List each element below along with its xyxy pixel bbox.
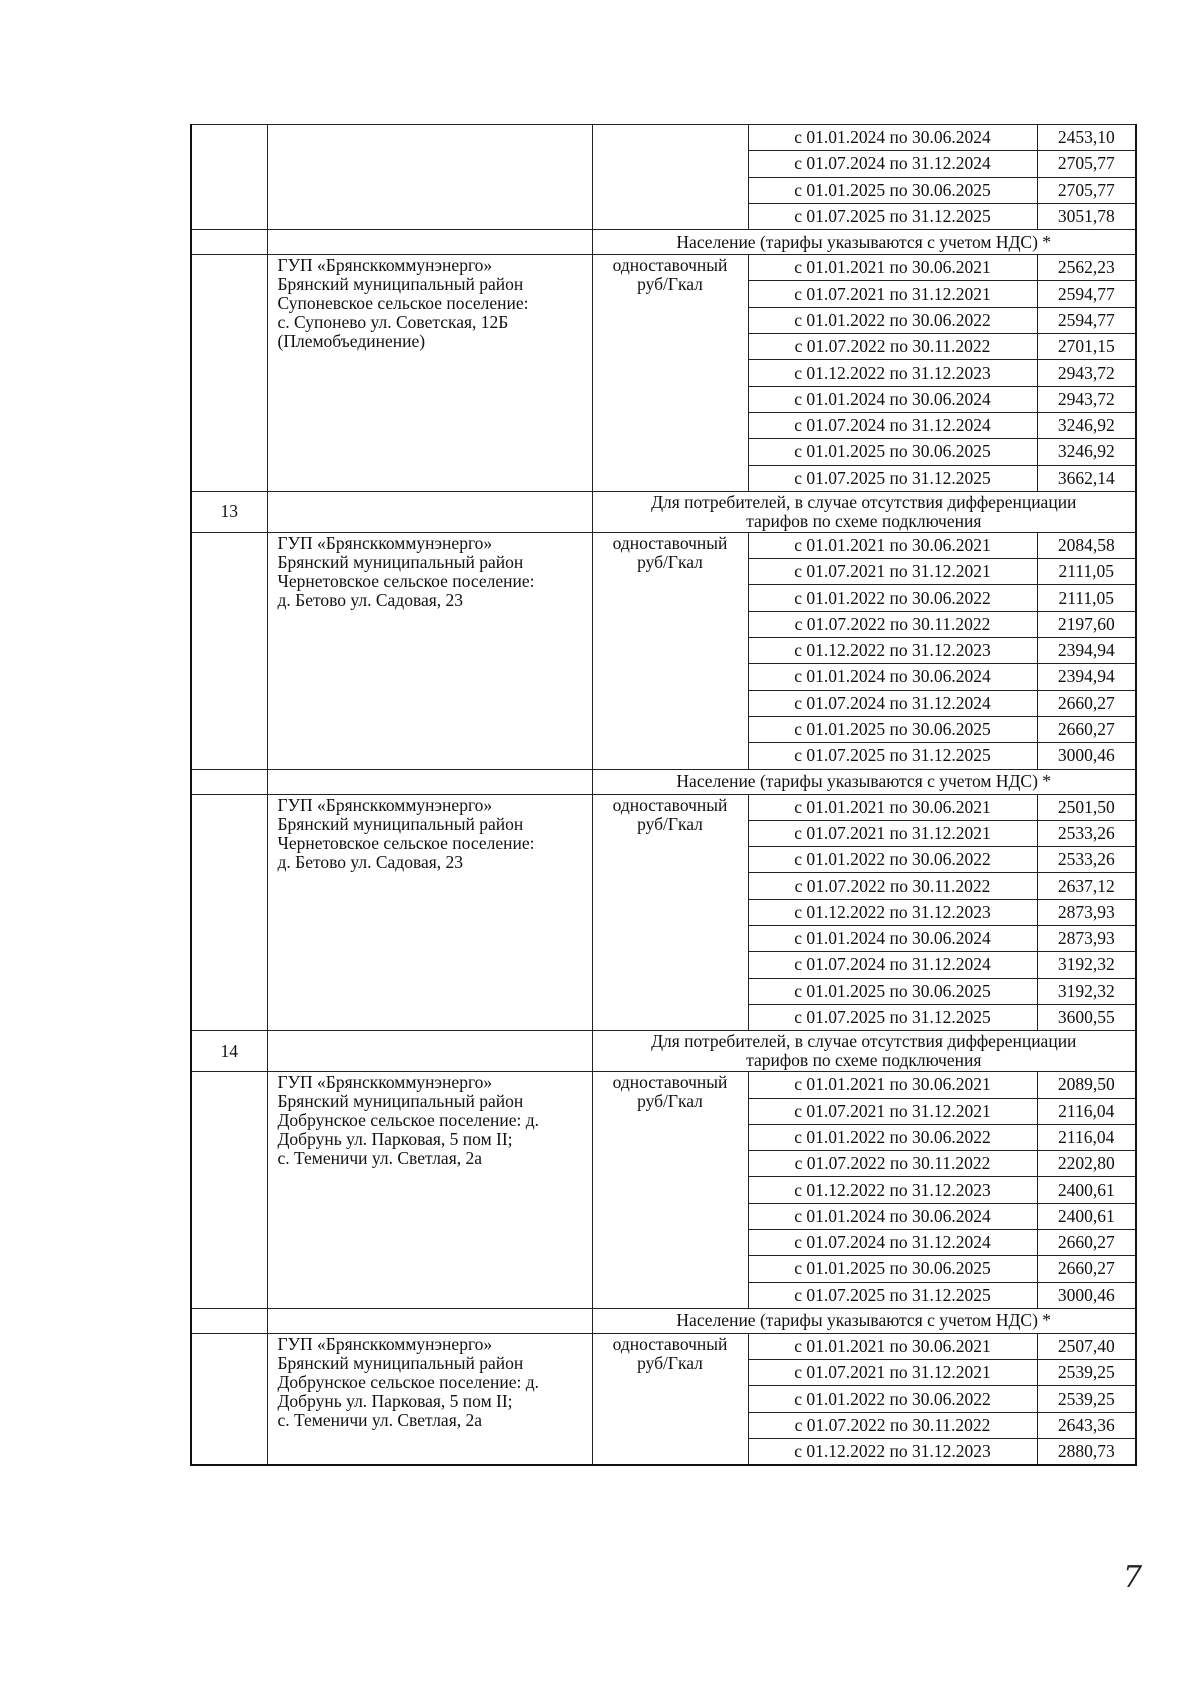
period-cell: с 01.07.2021 по 31.12.2021 (748, 1360, 1037, 1386)
tariff-type-cell: одноставочный руб/Гкал (592, 532, 748, 769)
tariff-value-cell: 2111,05 (1037, 585, 1136, 611)
document-page (190, 124, 1135, 1466)
tariff-value-cell: 2701,15 (1037, 334, 1136, 360)
tariff-value-cell: 2705,77 (1037, 177, 1136, 203)
tariff-value-cell: 2660,27 (1037, 690, 1136, 716)
tariff-type-cell: одноставочный руб/Гкал (592, 1333, 748, 1465)
tariff-type-cell: одноставочный руб/Гкал (592, 794, 748, 1031)
period-cell: с 01.01.2021 по 30.06.2021 (748, 794, 1037, 820)
section-header: Население (тарифы указываются с учетом НДС) * (592, 230, 1136, 255)
tariff-value-cell: 2501,50 (1037, 794, 1136, 820)
tariff-value-cell: 3051,78 (1037, 203, 1136, 229)
tariff-value-cell: 2943,72 (1037, 386, 1136, 412)
period-cell: с 01.01.2025 по 30.06.2025 (748, 177, 1037, 203)
tariff-value-cell: 2539,25 (1037, 1360, 1136, 1386)
table-row (191, 125, 1136, 151)
period-cell: с 01.01.2022 по 30.06.2022 (748, 847, 1037, 873)
period-cell: с 01.07.2025 по 31.12.2025 (748, 465, 1037, 491)
tariff-value-cell: 3000,46 (1037, 1282, 1136, 1308)
period-cell: с 01.07.2024 по 31.12.2024 (748, 1229, 1037, 1255)
empty-cell (267, 1308, 592, 1333)
period-cell: с 01.01.2024 по 30.06.2024 (748, 386, 1037, 412)
period-cell: с 01.01.2022 по 30.06.2022 (748, 585, 1037, 611)
period-cell: с 01.01.2021 по 30.06.2021 (748, 255, 1037, 281)
period-cell: с 01.12.2022 по 31.12.2023 (748, 638, 1037, 664)
tariff-value-cell: 2400,61 (1037, 1177, 1136, 1203)
tariff-table-body (191, 125, 1136, 1466)
period-cell: с 01.01.2024 по 30.06.2024 (748, 1203, 1037, 1229)
tariff-value-cell: 3000,46 (1037, 743, 1136, 769)
tariff-value-cell: 3246,92 (1037, 439, 1136, 465)
section-header-row (191, 230, 1136, 255)
period-cell: с 01.01.2021 по 30.06.2021 (748, 532, 1037, 558)
tariff-value-cell: 2594,77 (1037, 281, 1136, 307)
tariff-value-cell: 3600,55 (1037, 1004, 1136, 1030)
period-cell: с 01.12.2022 по 31.12.2023 (748, 1439, 1037, 1466)
row-number-cell (191, 230, 267, 255)
tariff-value-cell: 2533,26 (1037, 820, 1136, 846)
tariff-table (190, 124, 1137, 1466)
period-cell: с 01.01.2025 по 30.06.2025 (748, 978, 1037, 1004)
page-number: 7 (1123, 1560, 1143, 1595)
row-number-cell (191, 125, 267, 230)
tariff-value-cell: 2394,94 (1037, 638, 1136, 664)
tariff-value-cell: 2660,27 (1037, 1229, 1136, 1255)
section-header-row (191, 1308, 1136, 1333)
period-cell: с 01.01.2025 по 30.06.2025 (748, 439, 1037, 465)
tariff-value-cell: 3192,32 (1037, 952, 1136, 978)
row-number-cell (191, 1072, 267, 1309)
period-cell: с 01.01.2024 по 30.06.2024 (748, 125, 1037, 151)
period-cell: с 01.07.2024 по 31.12.2024 (748, 151, 1037, 177)
period-cell: с 01.07.2022 по 30.11.2022 (748, 1412, 1037, 1438)
tariff-value-cell: 2539,25 (1037, 1386, 1136, 1412)
organization-cell: ГУП «Брянсккоммунэнерго» Брянский муниципальный район Супоневское сельское поселение: с. Супонево ул. Советская, 12Б (Племобъединение) (267, 255, 592, 492)
tariff-value-cell: 2111,05 (1037, 559, 1136, 585)
period-cell: с 01.07.2021 по 31.12.2021 (748, 1098, 1037, 1124)
tariff-value-cell: 2394,94 (1037, 664, 1136, 690)
table-row (191, 532, 1136, 558)
period-cell: с 01.07.2025 по 31.12.2025 (748, 743, 1037, 769)
tariff-value-cell: 2202,80 (1037, 1151, 1136, 1177)
row-number-cell (191, 794, 267, 1031)
period-cell: с 01.01.2024 по 30.06.2024 (748, 926, 1037, 952)
period-cell: с 01.07.2021 по 31.12.2021 (748, 820, 1037, 846)
period-cell: с 01.12.2022 по 31.12.2023 (748, 360, 1037, 386)
period-cell: с 01.01.2025 по 30.06.2025 (748, 716, 1037, 742)
table-row (191, 794, 1136, 820)
row-number-cell (191, 769, 267, 794)
period-cell: с 01.01.2021 по 30.06.2021 (748, 1333, 1037, 1359)
tariff-value-cell: 2873,93 (1037, 926, 1136, 952)
period-cell: с 01.07.2022 по 30.11.2022 (748, 873, 1037, 899)
table-row (191, 255, 1136, 281)
organization-cell: ГУП «Брянсккоммунэнерго» Брянский муниципальный район Чернетовское сельское поселение: д. Бетово ул. Садовая, 23 (267, 532, 592, 769)
section-header: Население (тарифы указываются с учетом НДС) * (592, 769, 1136, 794)
section-header-row (191, 769, 1136, 794)
section-header: Для потребителей, в случае отсутствия дифференциации тарифов по схеме подключения (592, 1031, 1136, 1072)
empty-cell (267, 491, 592, 532)
empty-cell (267, 230, 592, 255)
organization-cell: ГУП «Брянсккоммунэнерго» Брянский муниципальный район Чернетовское сельское поселение: д. Бетово ул. Садовая, 23 (267, 794, 592, 1031)
period-cell: с 01.07.2024 по 31.12.2024 (748, 412, 1037, 438)
period-cell: с 01.07.2022 по 30.11.2022 (748, 334, 1037, 360)
period-cell: с 01.01.2021 по 30.06.2021 (748, 1072, 1037, 1098)
empty-cell (267, 769, 592, 794)
row-number-cell: 14 (191, 1031, 267, 1072)
tariff-value-cell: 3192,32 (1037, 978, 1136, 1004)
period-cell: с 01.01.2022 по 30.06.2022 (748, 1386, 1037, 1412)
organization-cell (267, 125, 592, 230)
period-cell: с 01.07.2025 по 31.12.2025 (748, 1004, 1037, 1030)
period-cell: с 01.12.2022 по 31.12.2023 (748, 899, 1037, 925)
period-cell: с 01.01.2024 по 30.06.2024 (748, 664, 1037, 690)
section-header: Население (тарифы указываются с учетом НДС) * (592, 1308, 1136, 1333)
row-number-cell (191, 255, 267, 492)
period-cell: с 01.01.2022 по 30.06.2022 (748, 1124, 1037, 1150)
row-number-cell (191, 532, 267, 769)
tariff-value-cell: 2089,50 (1037, 1072, 1136, 1098)
tariff-value-cell: 2533,26 (1037, 847, 1136, 873)
tariff-value-cell: 2873,93 (1037, 899, 1136, 925)
tariff-value-cell: 2562,23 (1037, 255, 1136, 281)
tariff-value-cell: 2880,73 (1037, 1439, 1136, 1466)
row-number-cell: 13 (191, 491, 267, 532)
period-cell: с 01.07.2022 по 30.11.2022 (748, 1151, 1037, 1177)
period-cell: с 01.07.2025 по 31.12.2025 (748, 203, 1037, 229)
tariff-value-cell: 2400,61 (1037, 1203, 1136, 1229)
tariff-value-cell: 2594,77 (1037, 307, 1136, 333)
period-cell: с 01.01.2022 по 30.06.2022 (748, 307, 1037, 333)
period-cell: с 01.07.2021 по 31.12.2021 (748, 559, 1037, 585)
tariff-value-cell: 2116,04 (1037, 1124, 1136, 1150)
tariff-value-cell: 3662,14 (1037, 465, 1136, 491)
tariff-type-cell: одноставочный руб/Гкал (592, 255, 748, 492)
table-row (191, 1072, 1136, 1098)
tariff-value-cell: 3246,92 (1037, 412, 1136, 438)
tariff-value-cell: 2084,58 (1037, 532, 1136, 558)
tariff-type-cell: одноставочный руб/Гкал (592, 1072, 748, 1309)
tariff-value-cell: 2637,12 (1037, 873, 1136, 899)
period-cell: с 01.07.2025 по 31.12.2025 (748, 1282, 1037, 1308)
empty-cell (267, 1031, 592, 1072)
period-cell: с 01.07.2024 по 31.12.2024 (748, 690, 1037, 716)
tariff-value-cell: 2660,27 (1037, 1256, 1136, 1282)
period-cell: с 01.07.2024 по 31.12.2024 (748, 952, 1037, 978)
section-header: Для потребителей, в случае отсутствия дифференциации тарифов по схеме подключения (592, 491, 1136, 532)
period-cell: с 01.12.2022 по 31.12.2023 (748, 1177, 1037, 1203)
tariff-value-cell: 2643,36 (1037, 1412, 1136, 1438)
row-number-cell (191, 1308, 267, 1333)
period-cell: с 01.07.2021 по 31.12.2021 (748, 281, 1037, 307)
section-header-row (191, 1031, 1136, 1072)
tariff-value-cell: 2197,60 (1037, 611, 1136, 637)
row-number-cell (191, 1333, 267, 1465)
tariff-value-cell: 2705,77 (1037, 151, 1136, 177)
tariff-value-cell: 2453,10 (1037, 125, 1136, 151)
period-cell: с 01.07.2022 по 30.11.2022 (748, 611, 1037, 637)
table-row (191, 1333, 1136, 1359)
tariff-value-cell: 2507,40 (1037, 1333, 1136, 1359)
tariff-type-cell (592, 125, 748, 230)
section-header-row (191, 491, 1136, 532)
tariff-value-cell: 2116,04 (1037, 1098, 1136, 1124)
organization-cell: ГУП «Брянсккоммунэнерго» Брянский муниципальный район Добрунское сельское поселение: д. Добрунь ул. Парковая, 5 пом II; с. Теменичи ул. Светлая, 2а (267, 1072, 592, 1309)
organization-cell: ГУП «Брянсккоммунэнерго» Брянский муниципальный район Добрунское сельское поселение: д. Добрунь ул. Парковая, 5 пом II; с. Теменичи ул. Светлая, 2а (267, 1333, 592, 1465)
tariff-value-cell: 2943,72 (1037, 360, 1136, 386)
tariff-value-cell: 2660,27 (1037, 716, 1136, 742)
period-cell: с 01.01.2025 по 30.06.2025 (748, 1256, 1037, 1282)
